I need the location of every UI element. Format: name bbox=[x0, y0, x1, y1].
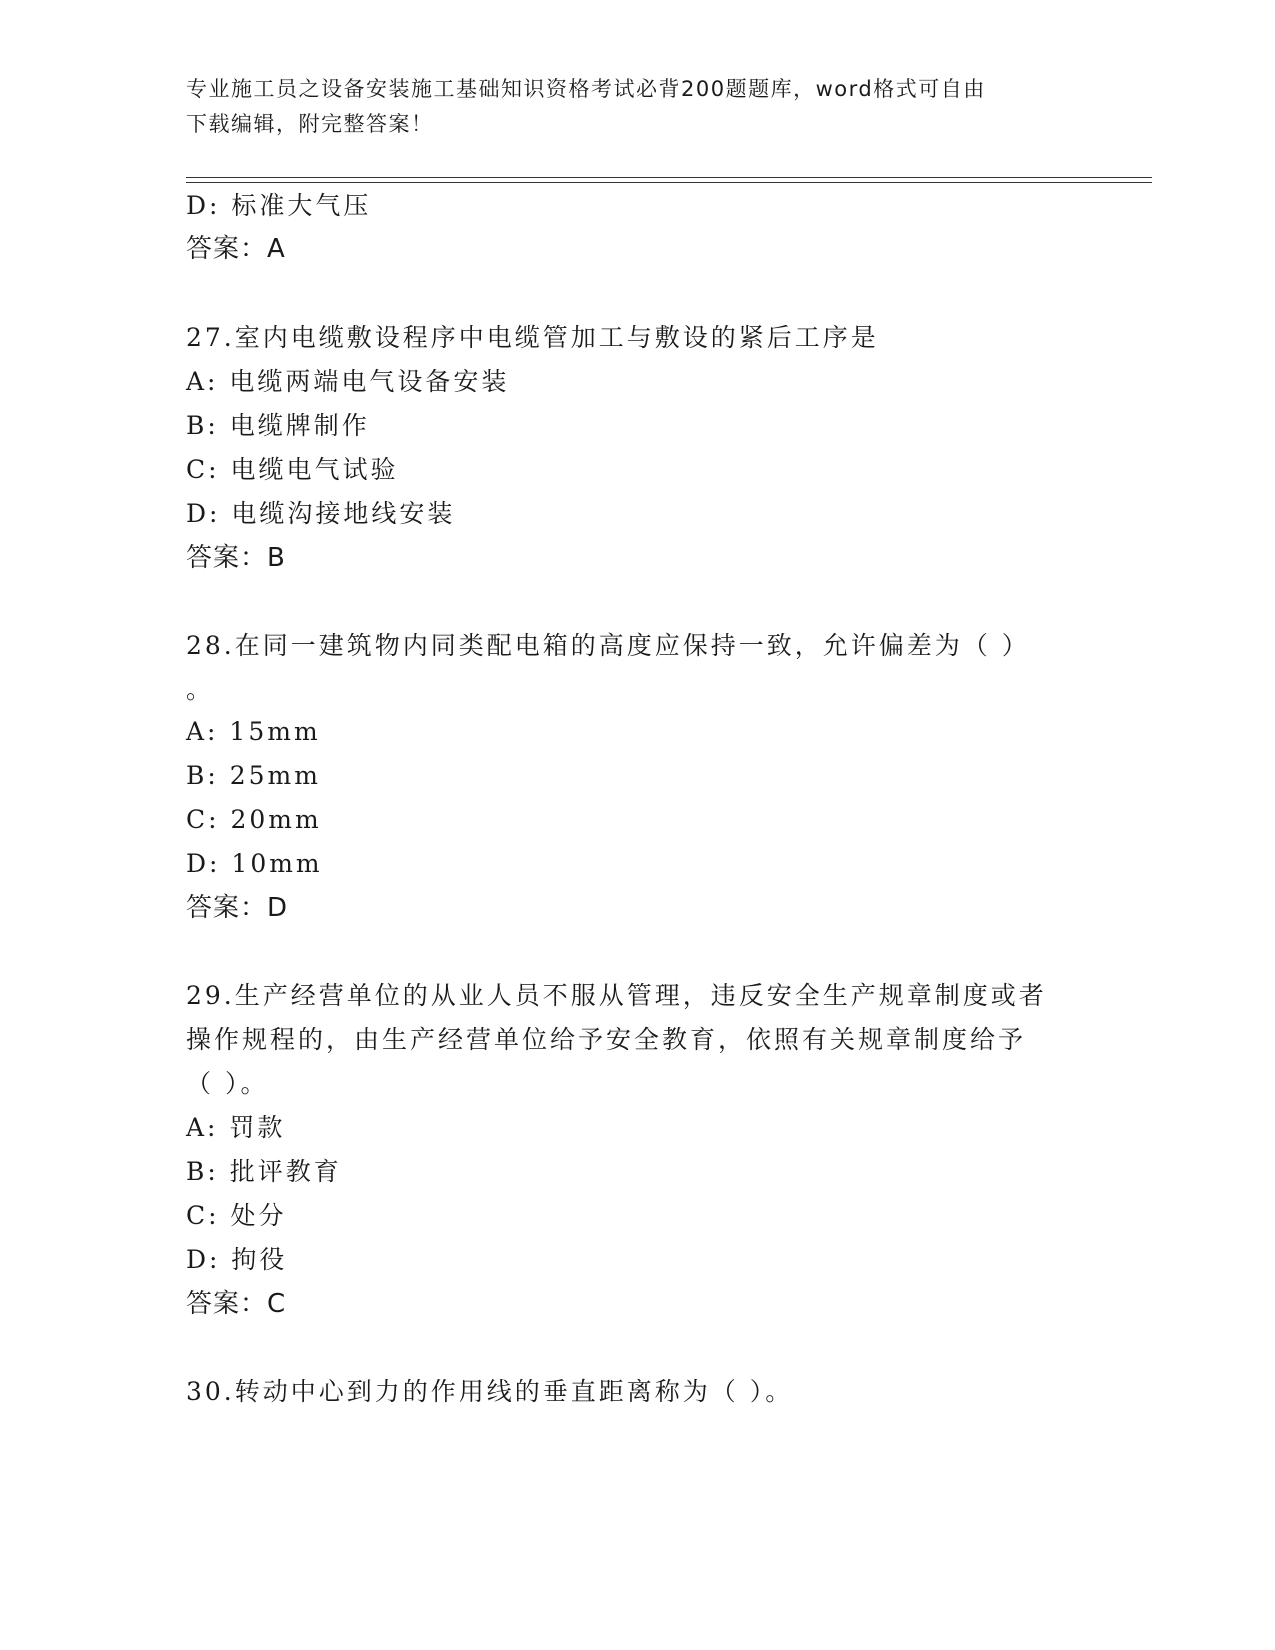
q27-option-b: B: 电缆牌制作 bbox=[186, 411, 370, 440]
q28-option-b: B: 25mm bbox=[186, 761, 321, 790]
q28-answer: 答案：D bbox=[186, 893, 289, 923]
q28-question-line-2: 。 bbox=[186, 675, 215, 704]
q29-option-b: B: 批评教育 bbox=[186, 1157, 342, 1186]
q28-option-a: A: 15mm bbox=[186, 717, 321, 746]
q28-option-c: C: 20mm bbox=[186, 805, 322, 834]
q27-question: 27.室内电缆敷设程序中电缆管加工与敷设的紧后工序是 bbox=[186, 323, 879, 352]
q29-option-d: D: 拘役 bbox=[186, 1245, 288, 1274]
header-divider-top bbox=[186, 177, 1152, 178]
header-divider-bottom bbox=[186, 182, 1152, 183]
document-header bbox=[186, 72, 1086, 142]
q30-question: 30.转动中心到力的作用线的垂直距离称为（ ）。 bbox=[186, 1377, 794, 1406]
q28-option-d: D: 10mm bbox=[186, 849, 323, 878]
header-line-1: 专业施工员之设备安装施工基础知识资格考试必背200题题库，word格式可自由 bbox=[186, 77, 986, 101]
q26-option-d: D: 标准大气压 bbox=[186, 191, 372, 220]
q29-question-line-1: 29.生产经营单位的从业人员不服从管理，违反安全生产规章制度或者 bbox=[186, 981, 1047, 1010]
q27-option-d: D: 电缆沟接地线安装 bbox=[186, 499, 456, 528]
q29-option-c: C: 处分 bbox=[186, 1201, 287, 1230]
q29-question-line-2: 操作规程的，由生产经营单位给予安全教育，依照有关规章制度给予 bbox=[186, 1025, 1027, 1054]
q27-option-c: C: 电缆电气试验 bbox=[186, 455, 399, 484]
q26-answer: 答案：A bbox=[186, 234, 286, 264]
q27-answer: 答案：B bbox=[186, 543, 286, 573]
q29-option-a: A: 罚款 bbox=[186, 1113, 286, 1142]
q29-question-line-3: （ ）。 bbox=[186, 1069, 269, 1098]
header-line-2: 下载编辑，附完整答案！ bbox=[186, 112, 434, 136]
q27-option-a: A: 电缆两端电气设备安装 bbox=[186, 367, 510, 396]
q29-answer: 答案：C bbox=[186, 1289, 287, 1319]
q28-question-line-1: 28.在同一建筑物内同类配电箱的高度应保持一致，允许偏差为（ ） bbox=[186, 631, 1030, 660]
